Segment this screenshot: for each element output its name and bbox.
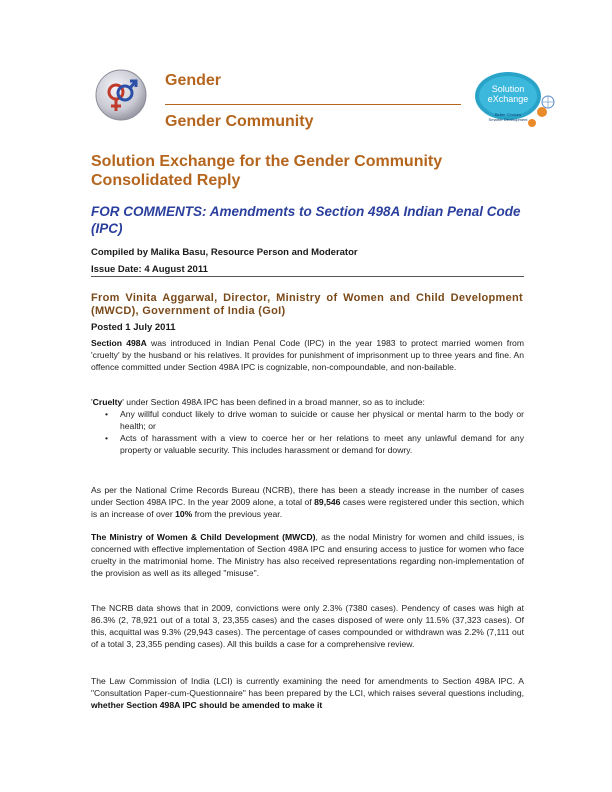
paragraph-text: cases were registered under this section, which is an increase of over: [91, 497, 524, 519]
cruelty-definition-list: [91, 408, 524, 456]
paragraph-text: The Law Commission of India (LCI) is currently examining the need for amendments to Section 498A IPC. A "Consultation Paper-cum-Questionnaire" has been prepared by the LCI, which raises several questions including,: [91, 676, 524, 698]
bold-section-498a: Section 498A: [91, 338, 147, 348]
post-date: Posted 1 July 2011: [91, 322, 176, 333]
gender-symbol-logo: [94, 68, 148, 122]
issue-date: Issue Date: 4 August 2011: [91, 264, 208, 275]
post-author: From Vinita Aggarwal, Director, Ministry of Women and Child Development (MWCD), Government of India (GoI): [91, 292, 523, 317]
paragraph-law-commission: [91, 675, 524, 711]
community-subtitle: Gender Community: [165, 113, 314, 130]
community-title: Gender: [165, 72, 222, 89]
bold-percent: 10%: [175, 509, 193, 519]
list-item: • Acts of harassment with a view to coerce her or her relations to meet any unlawful demand for any property or valuable security. This includes harassment or demand for dowry.: [120, 432, 524, 456]
paragraph-cruelty: [91, 396, 524, 456]
bold-cruelty: Cruelty: [92, 397, 123, 407]
query-subject: FOR COMMENTS: Amendments to Section 498A Indian Penal Code (IPC): [91, 204, 521, 236]
se-logo-line1: Solution: [491, 84, 525, 94]
se-logo-line2: eXchange: [487, 94, 529, 104]
se-logo-tag1: Better Choices: [494, 112, 522, 117]
quote-open: ': [91, 397, 93, 407]
se-logo-tag2: Smarter Development: [488, 117, 528, 122]
paragraph-text: As per the National Crime Records Bureau (NCRB), there has been a steady increase in the number of cases under Section 498A IPC. In the year 2009 alone, a total of: [91, 485, 524, 507]
quote-close: ': [122, 397, 124, 407]
bold-mwcd: The Ministry of Women & Child Development (MWCD): [91, 532, 316, 542]
section-divider: [91, 276, 524, 277]
list-item: • Any willful conduct likely to drive woman to suicide or cause her physical or mental harm to the body or health; or: [120, 408, 524, 432]
document-title: Solution Exchange for the Gender Community Consolidated Reply: [91, 153, 443, 189]
bold-case-count: 89,546: [314, 497, 341, 507]
paragraph-ncrb: [91, 484, 524, 520]
solution-exchange-logo: [474, 68, 556, 132]
paragraph-text: , as the nodal Ministry for women and child issues, is concerned with effective implementation of Section 498A IPC and ensuring access to justice for women who face cruelty in the matrimonial home. The Ministry has also received representations regarding non-implementation of the provision as well as its alleged "misuse".: [91, 532, 524, 578]
paragraph-statistics: [91, 602, 524, 650]
paragraph-text: under Section 498A IPC has been defined in a broad manner, so as to include:: [123, 397, 425, 407]
bold-question: whether Section 498A IPC should be amended to make it: [91, 700, 323, 710]
paragraph-section-498a: [91, 337, 524, 373]
compiled-by: Compiled by Malika Basu, Resource Person and Moderator: [91, 247, 358, 258]
paragraph-text: The NCRB data shows that in 2009, convictions were only 2.3% (7380 cases). Pendency of cases was high at 86.3% (2, 78,921 out of a total 3, 23,355 cases) and the cases disposed of were only 11.5% (37,323 cases). Of this, acquittal was 9.3% (29,943 cases). The percentage of cases compounded or withdrawn was 2.2% (7,111 out of a total 3, 23,355 pending cases). All this builds a case for a comprehensive review.: [91, 603, 524, 649]
header-divider: [165, 104, 461, 105]
paragraph-text: was introduced in Indian Penal Code (IPC) in the year 1983 to protect married women from 'cruelty' by the husband or his relatives. It provides for punishment of imprisonment up to three years and fine. An offence committed under Section 498A IPC is cognizable, non-compoundable, and non-bailable.: [91, 338, 524, 372]
paragraph-text: from the previous year.: [192, 509, 283, 519]
paragraph-mwcd: [91, 531, 524, 579]
